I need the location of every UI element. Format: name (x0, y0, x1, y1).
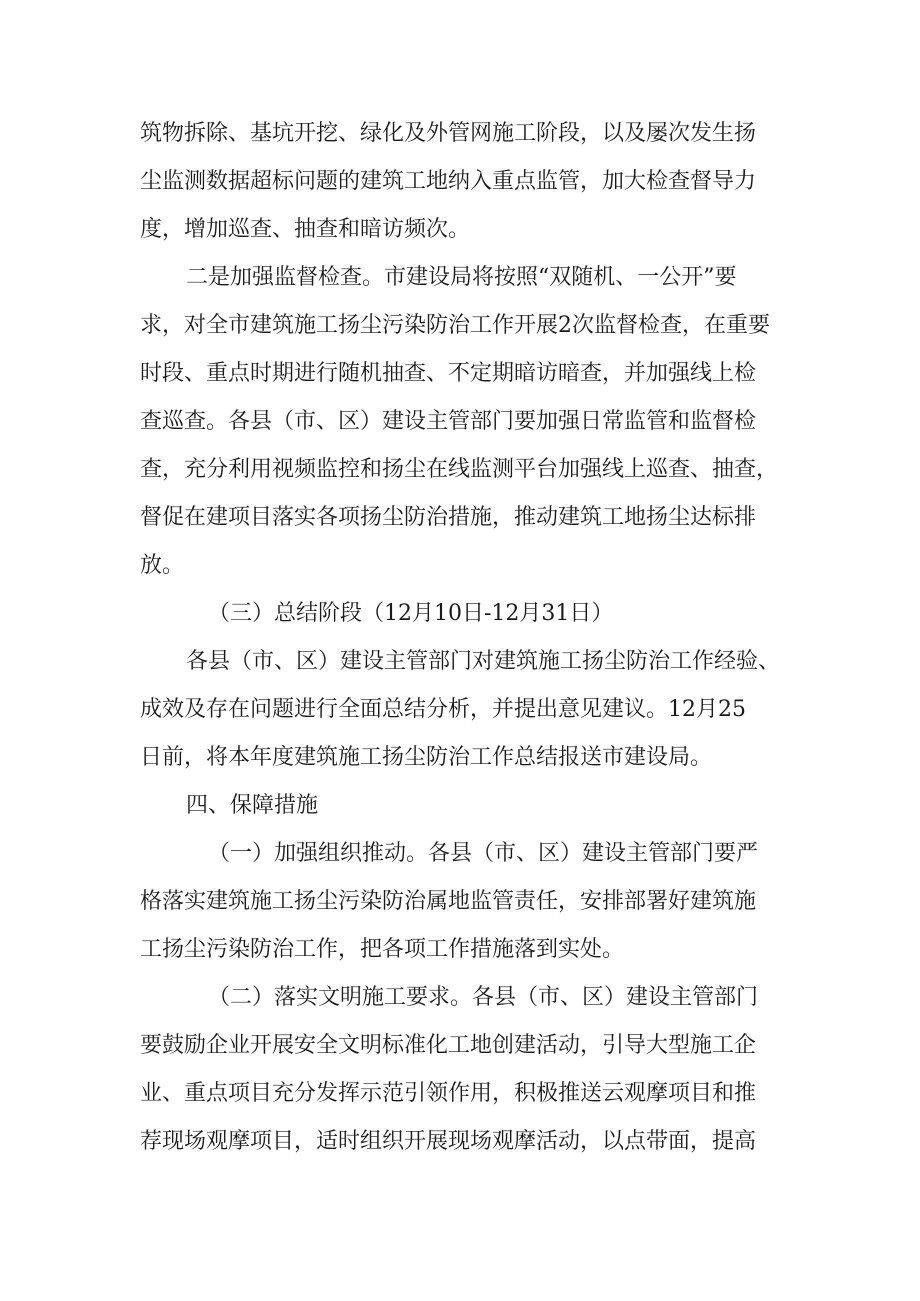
text-line: 格落实建筑施工扬尘污染防治属地监管责任，安排部署好建筑施 (140, 889, 757, 914)
paragraph-civilized-construction (140, 974, 785, 1166)
text-line: 求，对全市建筑施工扬尘污染防治工作开展2次监督检查，在重要 (140, 313, 770, 338)
text-line: 业、重点项目充分发挥示范引领作用，积极推送云观摩项目和推 (140, 1081, 757, 1106)
text-line: 要鼓励企业开展安全文明标准化工地创建活动，引导大型施工企 (140, 1033, 757, 1058)
heading-summary-stage (140, 590, 785, 638)
text-line: 度，增加巡查、抽查和暗访频次。 (140, 217, 471, 242)
text-line: 时段、重点时期进行随机抽查、不定期暗访暗查，并加强线上检 (140, 361, 757, 386)
text-line: 工扬尘污染防治工作，把各项工作措施落到实处。 (140, 937, 625, 962)
text-line: 荐现场观摩项目，适时组织开展现场观摩活动，以点带面，提高 (140, 1129, 757, 1154)
text-line: （一）加强组织推动。各县（市、区）建设主管部门要严 (208, 841, 759, 866)
text-line: 查巡查。各县（市、区）建设主管部门要加强日常监管和监督检 (140, 409, 757, 434)
heading-safeguard-measures (140, 782, 785, 830)
text-line: 尘监测数据超标问题的建筑工地纳入重点监管，加大检查督导力 (140, 169, 757, 194)
paragraph-summary-report (140, 638, 785, 782)
text-line: 成效及存在问题进行全面总结分析，并提出意见建议。12月25 (140, 697, 746, 722)
paragraph-organization (140, 830, 785, 974)
text-line: 放。 (140, 553, 185, 578)
document-body (140, 110, 785, 1166)
paragraph-strengthen-inspection (140, 254, 785, 590)
text-line: 各县（市、区）建设主管部门对建筑施工扬尘防治工作经验、 (186, 649, 781, 674)
text-line: 筑物拆除、基坑开挖、绿化及外管网施工阶段，以及屡次发生扬 (140, 121, 757, 146)
section-heading: （三）总结阶段（12月10日-12月31日） (208, 601, 614, 626)
paragraph-key-supervision (140, 110, 785, 254)
text-line: （二）落实文明施工要求。各县（市、区）建设主管部门 (208, 985, 759, 1010)
text-line: 查，充分利用视频监控和扬尘在线监测平台加强线上巡查、抽查， (140, 457, 779, 482)
text-line: 督促在建项目落实各项扬尘防治措施，推动建筑工地扬尘达标排 (140, 505, 757, 530)
text-line: 日前，将本年度建筑施工扬尘防治工作总结报送市建设局。 (140, 745, 713, 770)
section-heading: 四、保障措施 (186, 793, 319, 818)
text-line: 二是加强监督检查。市建设局将按照“双随机、一公开”要 (186, 265, 737, 290)
